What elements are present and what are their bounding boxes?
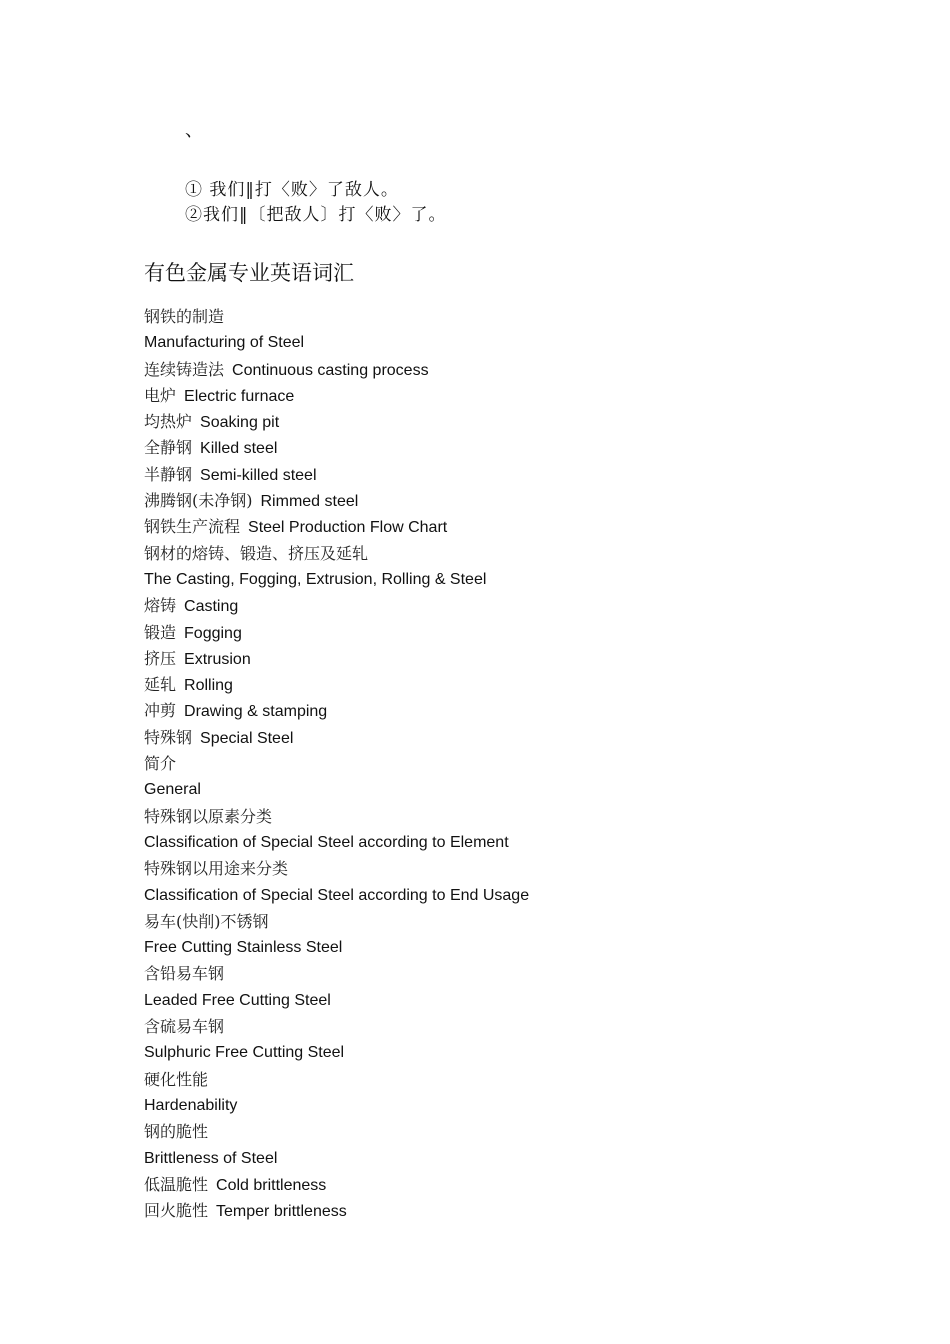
term-english: Classification of Special Steel according to End Usage [144, 886, 530, 904]
term-english: Rolling [184, 677, 233, 695]
term-chinese: 含硫易车钢 [144, 1017, 225, 1037]
vocabulary-line [144, 435, 844, 461]
term-chinese: 低温脆性 [144, 1174, 209, 1194]
vocabulary-line [144, 909, 844, 935]
term-english: Temper brittleness [216, 1203, 347, 1221]
vocabulary-line [144, 514, 844, 540]
vocabulary-line [144, 856, 844, 882]
term-chinese: 沸腾钢(未净钢) [144, 491, 253, 511]
vocabulary-line [144, 409, 844, 435]
term-english: Soaking pit [200, 414, 280, 432]
term-english: Classification of Special Steel according to Element [144, 833, 509, 851]
term-chinese: 全静钢 [144, 438, 193, 458]
term-english: Fogging [184, 624, 242, 642]
vocabulary-line [144, 777, 844, 803]
term-chinese: 硬化性能 [144, 1069, 209, 1089]
vocabulary-line [144, 1093, 844, 1119]
vocabulary-line [144, 357, 844, 383]
term-english: General [144, 781, 201, 799]
vocabulary-line [144, 988, 844, 1014]
term-chinese: 钢铁生产流程 [144, 517, 241, 537]
term-chinese: 电炉 [144, 385, 177, 405]
term-english: Casting [184, 598, 239, 616]
term-english: Hardenability [144, 1096, 238, 1114]
vocabulary-line [144, 541, 844, 567]
term-chinese: 钢的脆性 [144, 1122, 209, 1142]
vocabulary-line [144, 830, 844, 856]
vocabulary-line [144, 672, 844, 698]
term-english: Brittleness of Steel [144, 1149, 278, 1167]
term-english: Manufacturing of Steel [144, 334, 305, 352]
term-chinese: 特殊钢以原素分类 [144, 806, 273, 826]
term-english: Special Steel [200, 729, 294, 747]
example-sentence-2: ②我们‖〔把敌人〕打〈败〉了。 [185, 205, 447, 225]
term-chinese: 易车(快削)不锈钢 [144, 911, 269, 931]
vocabulary-line [144, 751, 844, 777]
vocabulary-line [144, 961, 844, 987]
term-english: Leaded Free Cutting Steel [144, 991, 331, 1009]
example-sentence-1: ① 我们‖打〈败〉了敌人。 [185, 180, 399, 200]
term-english: Extrusion [184, 650, 251, 668]
vocabulary-line [144, 488, 844, 514]
vocabulary-line [144, 698, 844, 724]
term-chinese: 特殊钢以用途来分类 [144, 859, 289, 879]
vocabulary-line [144, 1198, 844, 1224]
vocabulary-line [144, 1067, 844, 1093]
vocabulary-list [144, 304, 844, 1224]
page-title: 有色金属专业英语词汇 [144, 261, 354, 285]
term-chinese: 钢材的熔铸、锻造、挤压及延轧 [144, 543, 369, 563]
vocabulary-line [144, 935, 844, 961]
vocabulary-line [144, 330, 844, 356]
term-chinese: 延轧 [144, 675, 177, 695]
term-english: The Casting, Fogging, Extrusion, Rolling & Steel [144, 570, 487, 588]
vocabulary-line [144, 1172, 844, 1198]
term-english: Electric furnace [184, 387, 295, 405]
vocabulary-line [144, 593, 844, 619]
term-chinese: 含铅易车钢 [144, 964, 225, 984]
term-english: Killed steel [200, 440, 278, 458]
term-chinese: 冲剪 [144, 701, 177, 721]
term-chinese: 简介 [144, 754, 177, 774]
vocabulary-line [144, 1040, 844, 1066]
vocabulary-line [144, 383, 844, 409]
vocabulary-line [144, 646, 844, 672]
term-english: Continuous casting process [232, 361, 429, 379]
vocabulary-line [144, 462, 844, 488]
term-chinese: 钢铁的制造 [144, 307, 225, 326]
term-english: Steel Production Flow Chart [248, 519, 448, 537]
top-mark: 、 [185, 120, 203, 141]
vocabulary-line [144, 1014, 844, 1040]
vocabulary-line [144, 1146, 844, 1172]
vocabulary-line [144, 883, 844, 909]
term-english: Free Cutting Stainless Steel [144, 939, 343, 957]
vocabulary-line [144, 567, 844, 593]
vocabulary-line [144, 1119, 844, 1145]
term-english: Semi-killed steel [200, 466, 317, 484]
term-chinese: 挤压 [144, 648, 177, 668]
term-chinese: 连续铸造法 [144, 359, 225, 379]
term-chinese: 熔铸 [144, 596, 177, 616]
term-english: Drawing & stamping [184, 703, 328, 721]
vocabulary-line [144, 620, 844, 646]
vocabulary-line [144, 804, 844, 830]
term-english: Cold brittleness [216, 1176, 327, 1194]
term-chinese: 回火脆性 [144, 1201, 209, 1221]
term-chinese: 均热炉 [144, 412, 193, 432]
term-chinese: 特殊钢 [144, 727, 193, 747]
term-chinese: 锻造 [144, 622, 177, 642]
vocabulary-line [144, 725, 844, 751]
term-english: Rimmed steel [260, 493, 359, 511]
term-chinese: 半静钢 [144, 464, 193, 484]
vocabulary-line [144, 304, 844, 330]
term-english: Sulphuric Free Cutting Steel [144, 1044, 345, 1062]
